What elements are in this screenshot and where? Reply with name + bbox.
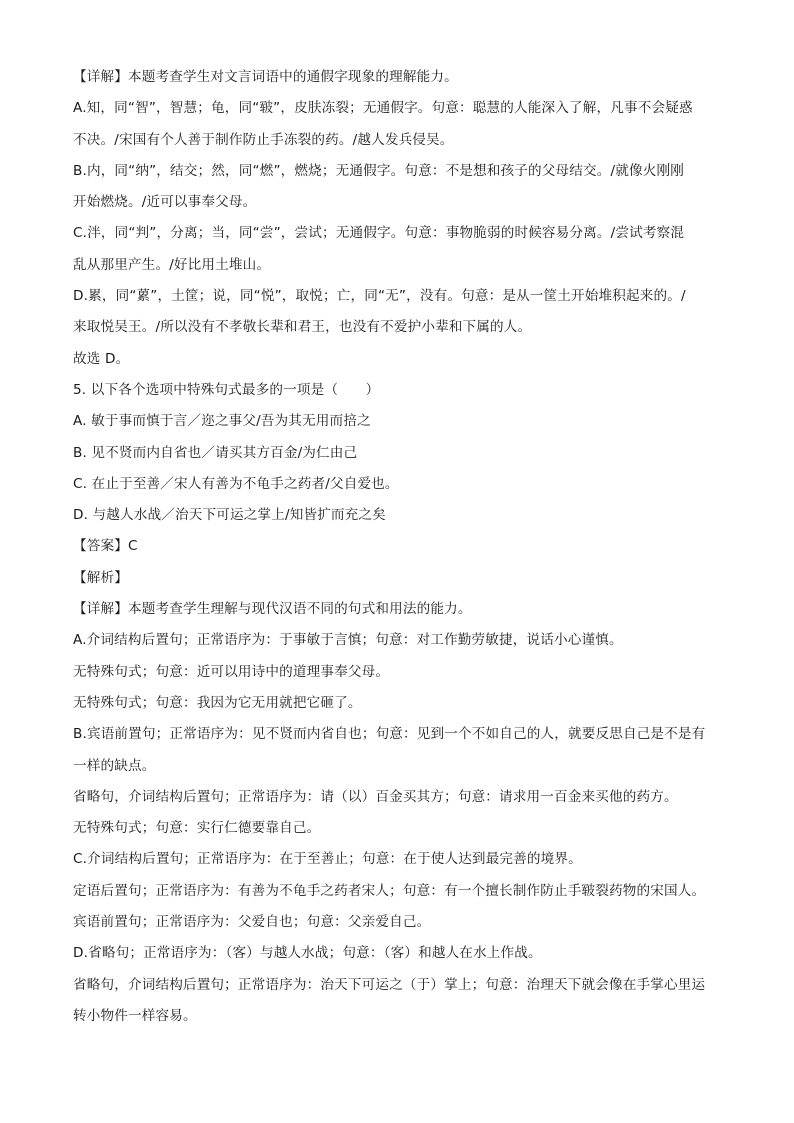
paragraph-line: 宾语前置句；正常语序为：父爱自也；句意：父亲爱自己。 [73, 914, 431, 931]
paragraph-line: 省略句，介词结构后置句；正常语序为：请（以）百金买其方；句意：请求用一百金来买他的药方。 [73, 788, 678, 805]
option-b: B. 见不贤而内自省也／请买其方百金/为仁由己 [73, 444, 358, 461]
paragraph-line: C.泮，同“判”，分离；当，同“尝”，尝试；无通假字。句意：事物脆弱的时候容易分离。/尝试考察混 [73, 225, 685, 242]
paragraph-line: B.宾语前置句；正常语序为：见不贤而内省自也；句意：见到一个不如自己的人，就要反思自己是不是有 [73, 726, 706, 743]
paragraph-line: 开始燃烧。/近可以事奉父母。 [73, 194, 257, 211]
paragraph-line: C.介词结构后置句；正常语序为：在于至善止；句意：在于使人达到最完善的境界。 [73, 851, 582, 868]
paragraph-line: A.知，同“智”，智慧；龟，同“皲”，皮肤冻裂；无通假字。句意：聪慧的人能深入了解，凡事不会疑惑 [73, 100, 693, 117]
paragraph-line: B.内，同“纳”，结交；然，同“燃”，燃烧；无通假字。句意：不是想和孩子的父母结交。/就像火刚刚 [73, 162, 684, 179]
paragraph-line: D.累，同“蔂”，土筐；说，同“悦”，取悦；亡，同“无”，没有。句意：是从一筐土开始堆积起来的。/ [73, 288, 686, 305]
answer-line: 【答案】C [73, 538, 138, 555]
paragraph-line: 不决。/宋国有个人善于制作防止手冻裂的药。/越人发兵侵吴。 [73, 131, 454, 148]
paragraph-line: 一样的缺点。 [73, 757, 156, 774]
paragraph-line: 来取悦吴王。/所以没有不孝敬长辈和君王，也没有不爱护小辈和下属的人。 [73, 319, 532, 336]
question-stem: 5. 以下各个选项中特殊句式最多的一项是（ ） [73, 381, 380, 398]
paragraph-line: 【详解】本题考查学生理解与现代汉语不同的句式和用法的能力。 [73, 601, 472, 618]
option-c: C. 在止于至善／宋人有善为不龟手之药者/父自爱也。 [73, 475, 399, 492]
paragraph-line: 无特殊句式；句意：我因为它无用就把它砸了。 [73, 694, 362, 711]
paragraph-line: 乱从那里产生。/好比用土堆山。 [73, 256, 271, 273]
paragraph-line: 【详解】本题考查学生对文言词语中的通假字现象的理解能力。 [73, 69, 458, 85]
analysis-heading: 【解析】 [73, 569, 128, 586]
paragraph-line: 省略句，介词结构后置句；正常语序为：治天下可运之（于）掌上；句意：治理天下就会像在手掌心里运 [73, 976, 706, 993]
paragraph-line: 无特殊句式；句意：近可以用诗中的道理事奉父母。 [73, 663, 390, 680]
paragraph-line: D.省略句；正常语序为：（客）与越人水战；句意：（客）和越人在水上作战。 [73, 945, 542, 962]
paragraph-line: A.介词结构后置句；正常语序为：于事敏于言慎；句意：对工作勤劳敏捷，说话小心谨慎。 [73, 632, 623, 649]
option-d: D. 与越人水战／治天下可运之掌上/知皆扩而充之矣 [73, 507, 386, 524]
option-a: A. 敏于事而慎于言／迩之事父/吾为其无用而掊之 [73, 413, 371, 430]
paragraph-line: 故选 D。 [73, 350, 130, 367]
paragraph-line: 转小物件一样容易。 [73, 1007, 197, 1024]
paragraph-line: 无特殊句式；句意：实行仁德要靠自己。 [73, 820, 321, 837]
paragraph-line: 定语后置句；正常语序为：有善为不龟手之药者宋人；句意：有一个擅长制作防止手皲裂药物的宋国人。 [73, 882, 706, 899]
document-body [73, 62, 723, 1032]
